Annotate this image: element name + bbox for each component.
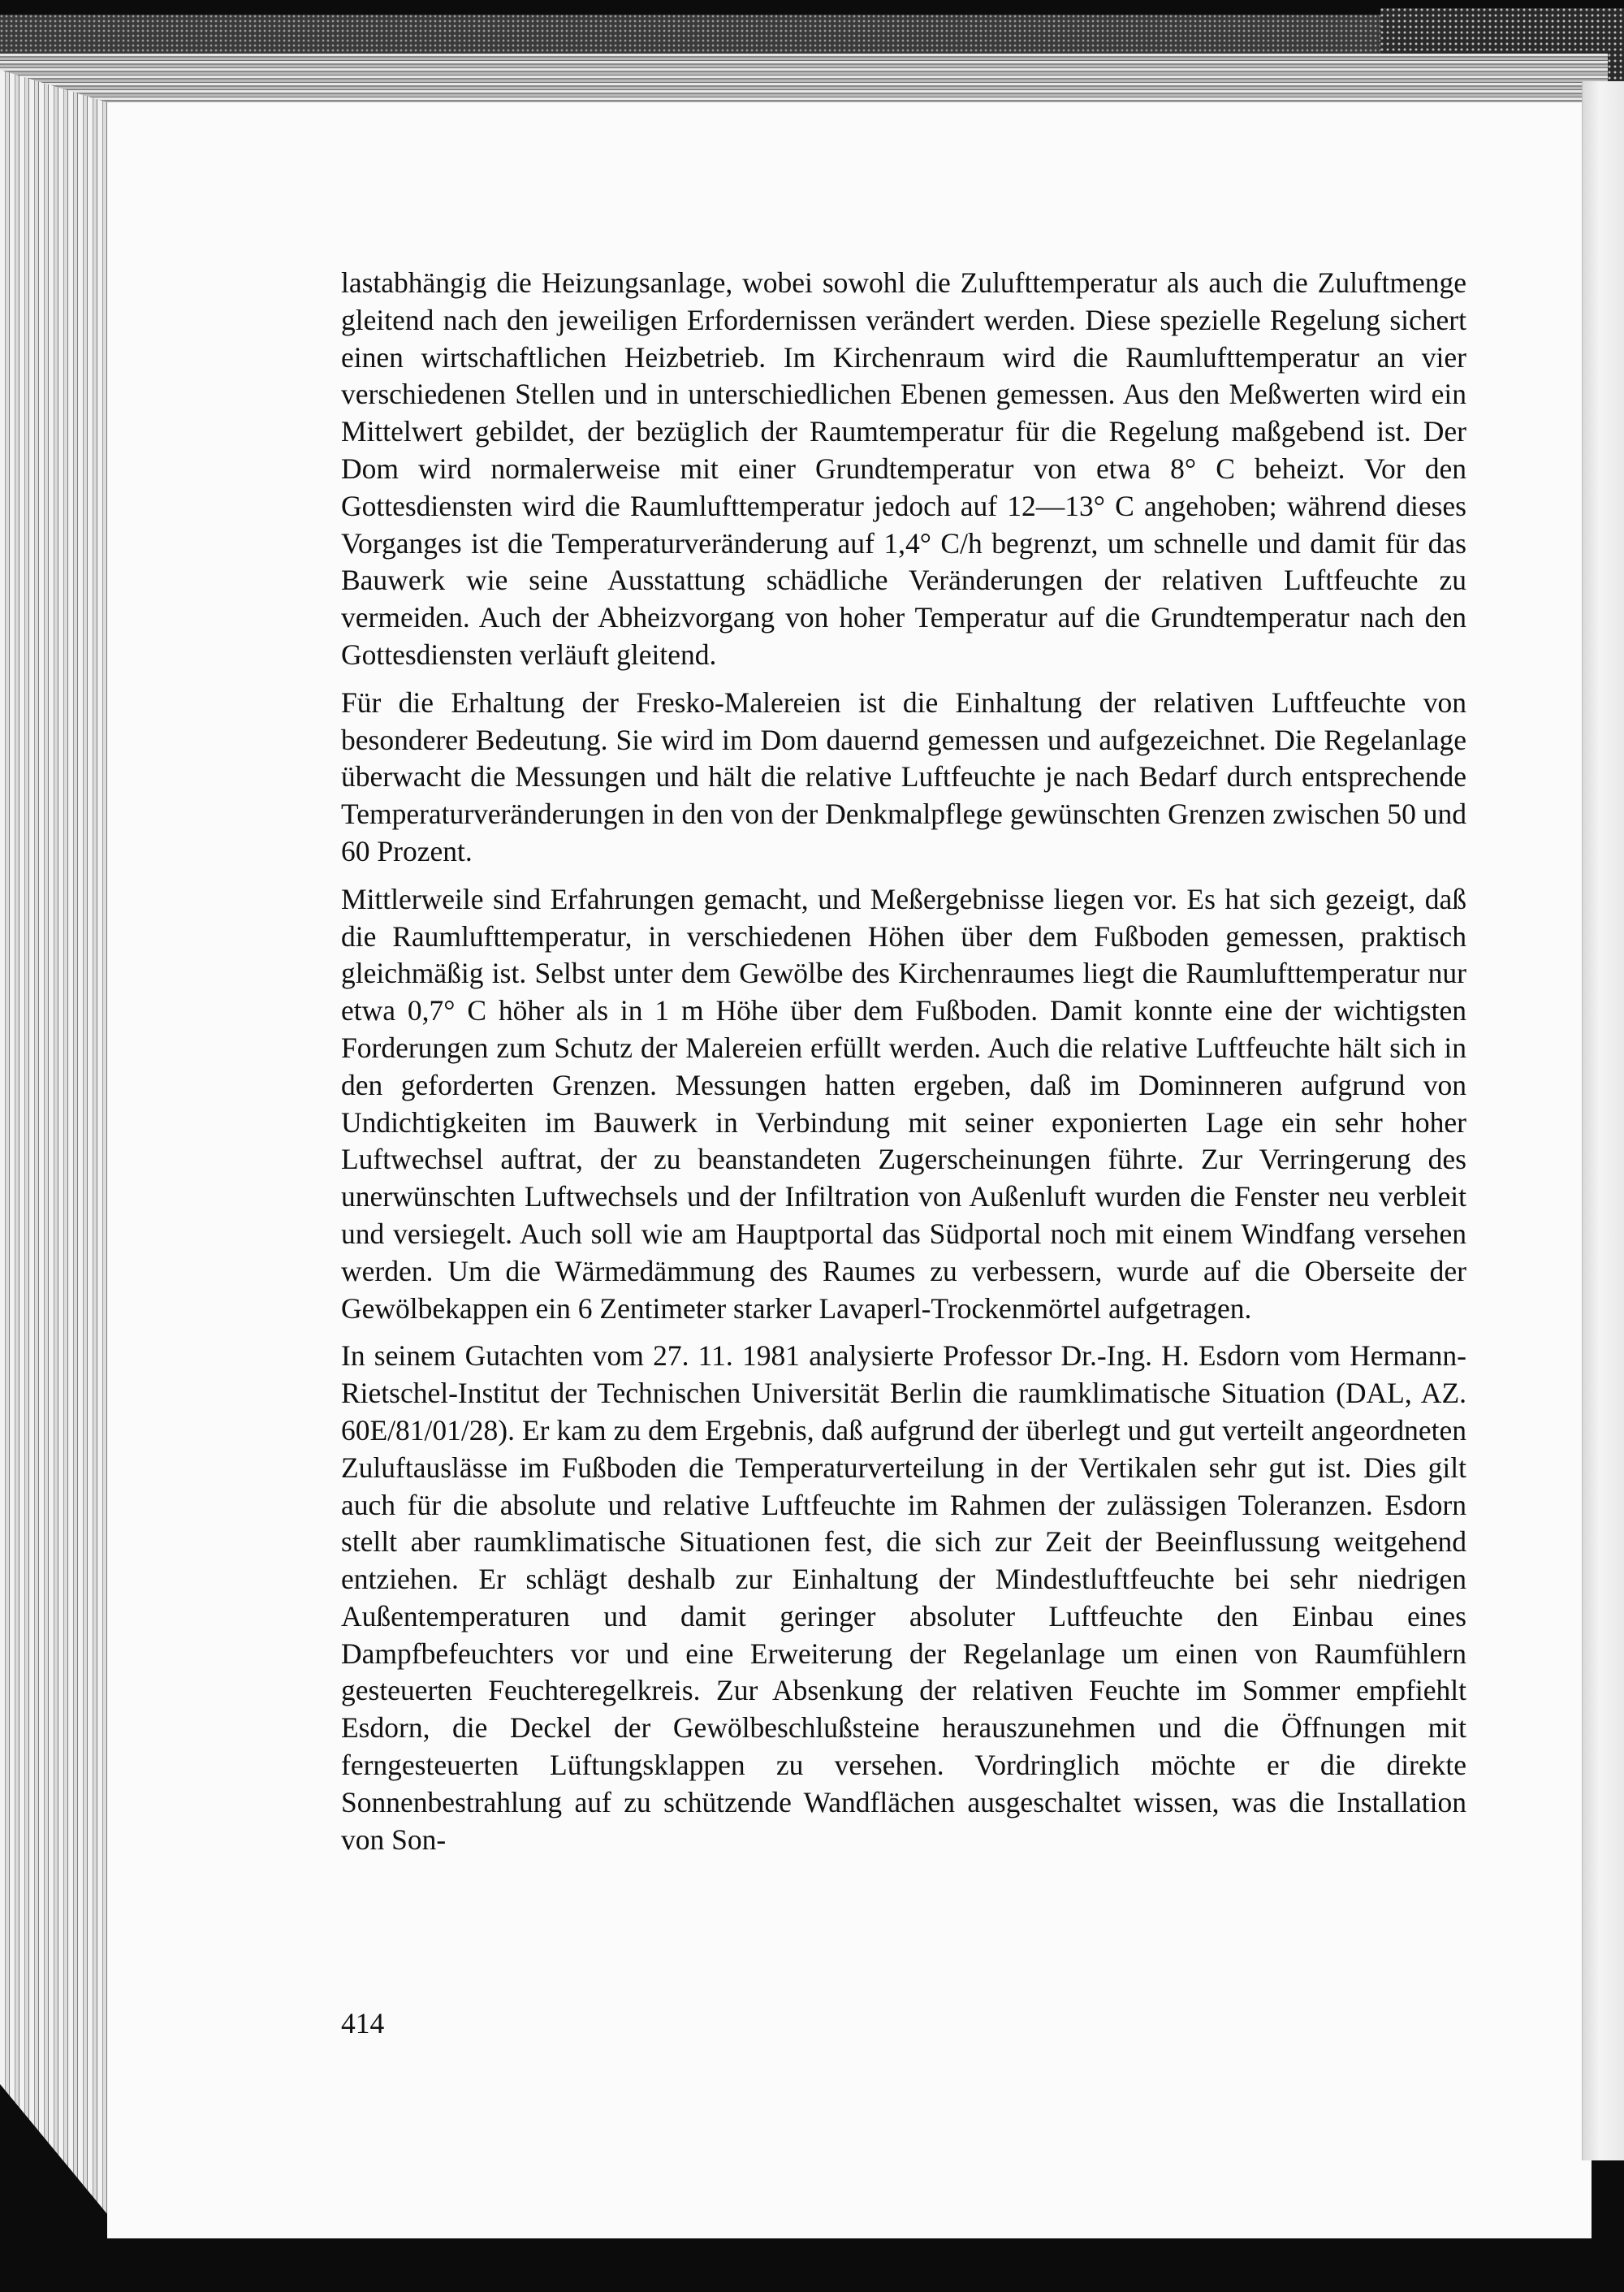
page-edges-left [0,70,107,2214]
body-text [341,265,1466,1869]
page-number: 414 [341,2007,385,2039]
paragraph-humidity: Für die Erhaltung der Fresko-Malereien ist die Einhaltung der relativen Luftfeuchte von besonderer Bedeutung. Sie wird im Dom dauernd gemessen und aufgezeichnet. Die Regelanlage überwacht die Messungen und hält die relative Luftfeuchte je nach Bedarf durch entsprechende Temperaturveränderungen in den von der Denkmalpflege gewünschten Grenzen zwischen 50 und 60 Prozent. [341,685,1466,867]
paragraph-heating-control: lastabhängig die Heizungsanlage, wobei sowohl die Zulufttemperatur als auch die Zuluftmenge gleitend nach den jeweiligen Erfordernissen verändert werden. Diese spezielle Regelung sichert einen wirtschaftlichen Heizbetrieb. Im Kirchenraum wird die Raumlufttemperatur an vier verschiedenen Stellen und in unterschiedlichen Ebenen gemessen. Aus den Meßwerten wird ein Mittelwert gebildet, der bezüglich der Raumtemperatur für die Regelung maßgebend ist. Der Dom wird normalerweise mit einer Grundtemperatur von etwa 8° C beheizt. Vor den Gottesdiensten wird die Raumlufttemperatur jedoch auf 12—13° C angehoben; während dieses Vorganges ist die Temperaturveränderung auf 1,4° C/h begrenzt, um schnelle und damit für das Bauwerk wie seine Ausstattung schädliche Veränderungen der relativen Luftfeuchte zu vermeiden. Auch der Abheizvorgang von hoher Temperatur auf die Grundtemperatur nach den Gottesdiensten verläuft gleitend. [341,266,1466,671]
page-edges-top [0,54,1608,104]
paragraph-measurements: Mittlerweile sind Erfahrungen gemacht, und Meßergebnisse liegen vor. Es hat sich gezeigt, daß die Raumlufttemperatur, in verschiedenen Höhen über dem Fußboden gemessen, praktisch gleichmäßig ist. Selbst unter dem Gewölbe des Kirchenraumes liegt die Raumlufttemperatur nur etwa 0,7° C höher als in 1 m Höhe über dem Fußboden. Damit konnte eine der wichtigsten Forderungen zum Schutz der Malereien erfüllt werden. Auch die relative Luftfeuchte hält sich in den geforderten Grenzen. Messungen hatten ergeben, daß im Dominneren aufgrund von Undichtigkeiten im Bauwerk in Verbindung mit seiner exponierten Lage ein sehr hoher Luftwechsel auftrat, der zu beanstandeten Zugerscheinungen führte. Zur Verringerung des unerwünschten Luftwechsels und der Infiltration von Außenluft wurden die Fenster neu verbleit und versiegelt. Auch soll wie am Hauptportal das Südportal noch mit einem Windfang versehen werden. Um die Wärmedämmung des Raumes zu verbessern, wurde auf die Oberseite der Gewölbekappen ein 6 Zentimeter starker Lavaperl-Trockenmörtel aufgetragen. [341,882,1466,1325]
paragraph-expert-report: In seinem Gutachten vom 27. 11. 1981 analysierte Professor Dr.-Ing. H. Esdorn vom Hermann-Rietschel-Institut der Technischen Universität Berlin die raumklimatische Situation (DAL, AZ. 60E/81/01/28). Er kam zu dem Ergebnis, daß aufgrund der überlegt und gut verteilt angeordneten Zuluftauslässe im Fußboden die Temperaturverteilung in der Vertikalen sehr gut ist. Dies gilt auch für die absolute und relative Luftfeuchte im Rahmen der zulässigen Toleranzen. Esdorn stellt aber raumklimatische Situationen fest, die sich zur Zeit der Beeinflussung weitgehend entziehen. Er schlägt deshalb zur Einhaltung der Mindestluftfeuchte bei sehr niedrigen Außentemperaturen und damit geringer absoluter Luftfeuchte den Einbau eines Dampfbefeuchters vor und eine Erweiterung der Regelanlage um einen von Raumfühlern gesteuerten Feuchteregelkreis. Zur Absenkung der relativen Feuchte im Sommer empfiehlt Esdorn, die Deckel der Gewölbeschlußsteine herauszunehmen und die Öffnungen mit ferngesteuerten Lüftungsklappen zu versehen. Vordringlich möchte er die direkte Sonnenbestrahlung auf zu schützende Wandflächen ausgeschaltet wissen, was die Installation von Son- [341,1339,1466,1856]
page-gutter [1582,81,1624,2160]
